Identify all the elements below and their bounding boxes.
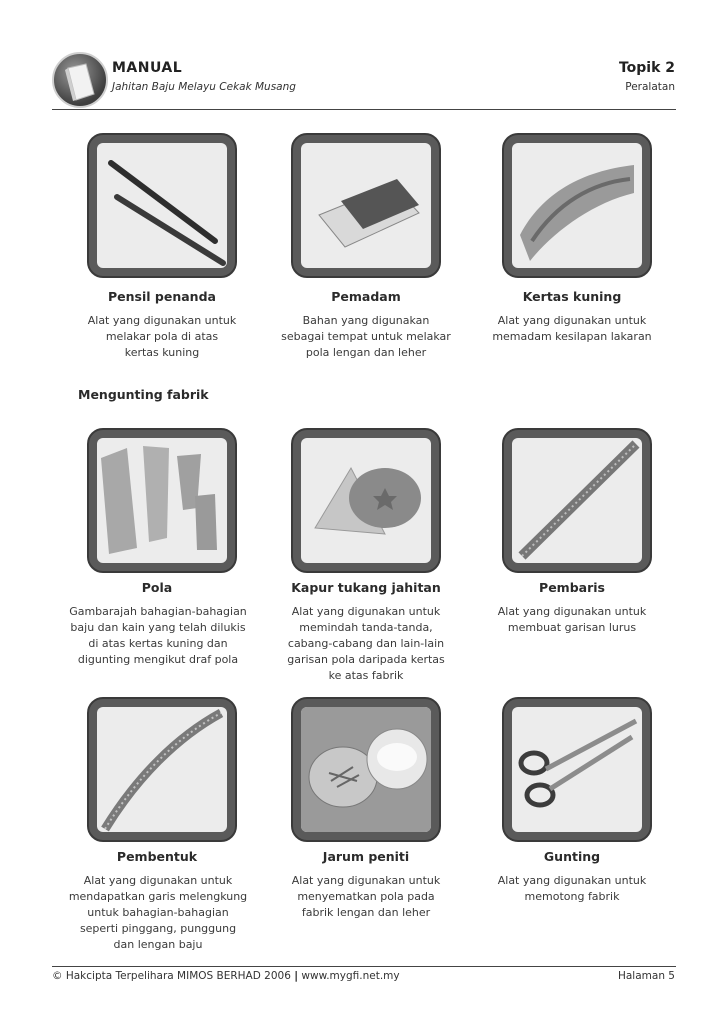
topic-subtitle: Peralatan <box>625 81 675 93</box>
pencils-photo <box>87 133 237 278</box>
pattern-photo <box>87 428 237 573</box>
item-title: Pensil penanda <box>108 289 216 304</box>
item-title: Kertas kuning <box>522 289 622 304</box>
item-title: Pemadam <box>331 289 401 304</box>
curve-ruler-photo <box>87 697 237 842</box>
header-divider <box>52 109 676 110</box>
scissors-photo <box>502 697 652 842</box>
item-description: Alat yang digunakan untuk memadam kesilapan lakaran <box>492 314 652 343</box>
section-heading: Mengunting fabrik <box>78 387 209 402</box>
item-description: Alat yang digunakan untuk mendapatkan garis melengkung untuk bahagian-bahagian seperti pinggang, punggung dan lengan baju <box>68 874 248 951</box>
website-link[interactable]: www.mygfi.net.my <box>301 970 400 982</box>
item-description: Alat yang digunakan untuk membuat garisan lurus <box>497 605 647 634</box>
footer-copyright: © Hakcipta Terpelihara MIMOS BERHAD 2006 | www.mygfi.net.my <box>52 970 400 982</box>
eraser-photo <box>291 133 441 278</box>
item-description: Alat yang digunakan untuk memindah tanda-tanda, cabang-cabang dan lain-lain garisan pola daripada kertas ke atas fabrik <box>287 605 445 682</box>
paper-photo <box>502 133 652 278</box>
item-title: Pembaris <box>539 580 605 595</box>
item-description: Alat yang digunakan untuk melakar pola di atas kertas kuning <box>87 314 237 359</box>
item-description: Gambarajah bahagian-bahagian baju dan kain yang telah dilukis di atas kertas kuning dan digunting mengikut draf pola <box>69 605 247 666</box>
item-description: Alat yang digunakan untuk memotong fabrik <box>497 874 647 903</box>
ruler-photo <box>502 428 652 573</box>
item-description: Bahan yang digunakan sebagai tempat untuk melakar pola lengan dan leher <box>281 314 451 359</box>
footer-divider <box>52 966 676 967</box>
topic-title: Topik 2 <box>618 60 675 76</box>
item-title: Jarum peniti <box>322 849 410 864</box>
item-title: Pembentuk <box>116 849 198 864</box>
manual-subtitle: Jahitan Baju Melayu Cekak Musang <box>112 81 296 93</box>
item-description: Alat yang digunakan untuk menyematkan pola pada fabrik lengan dan leher <box>291 874 441 919</box>
manual-book-icon <box>52 52 108 108</box>
page-number: Halaman 5 <box>617 970 675 982</box>
manual-title: MANUAL <box>112 60 183 76</box>
item-title: Kapur tukang jahitan <box>291 580 441 595</box>
pins-photo <box>291 697 441 842</box>
item-title: Pola <box>141 580 173 595</box>
item-title: Gunting <box>543 849 601 864</box>
chalk-photo <box>291 428 441 573</box>
page-header <box>0 0 728 112</box>
